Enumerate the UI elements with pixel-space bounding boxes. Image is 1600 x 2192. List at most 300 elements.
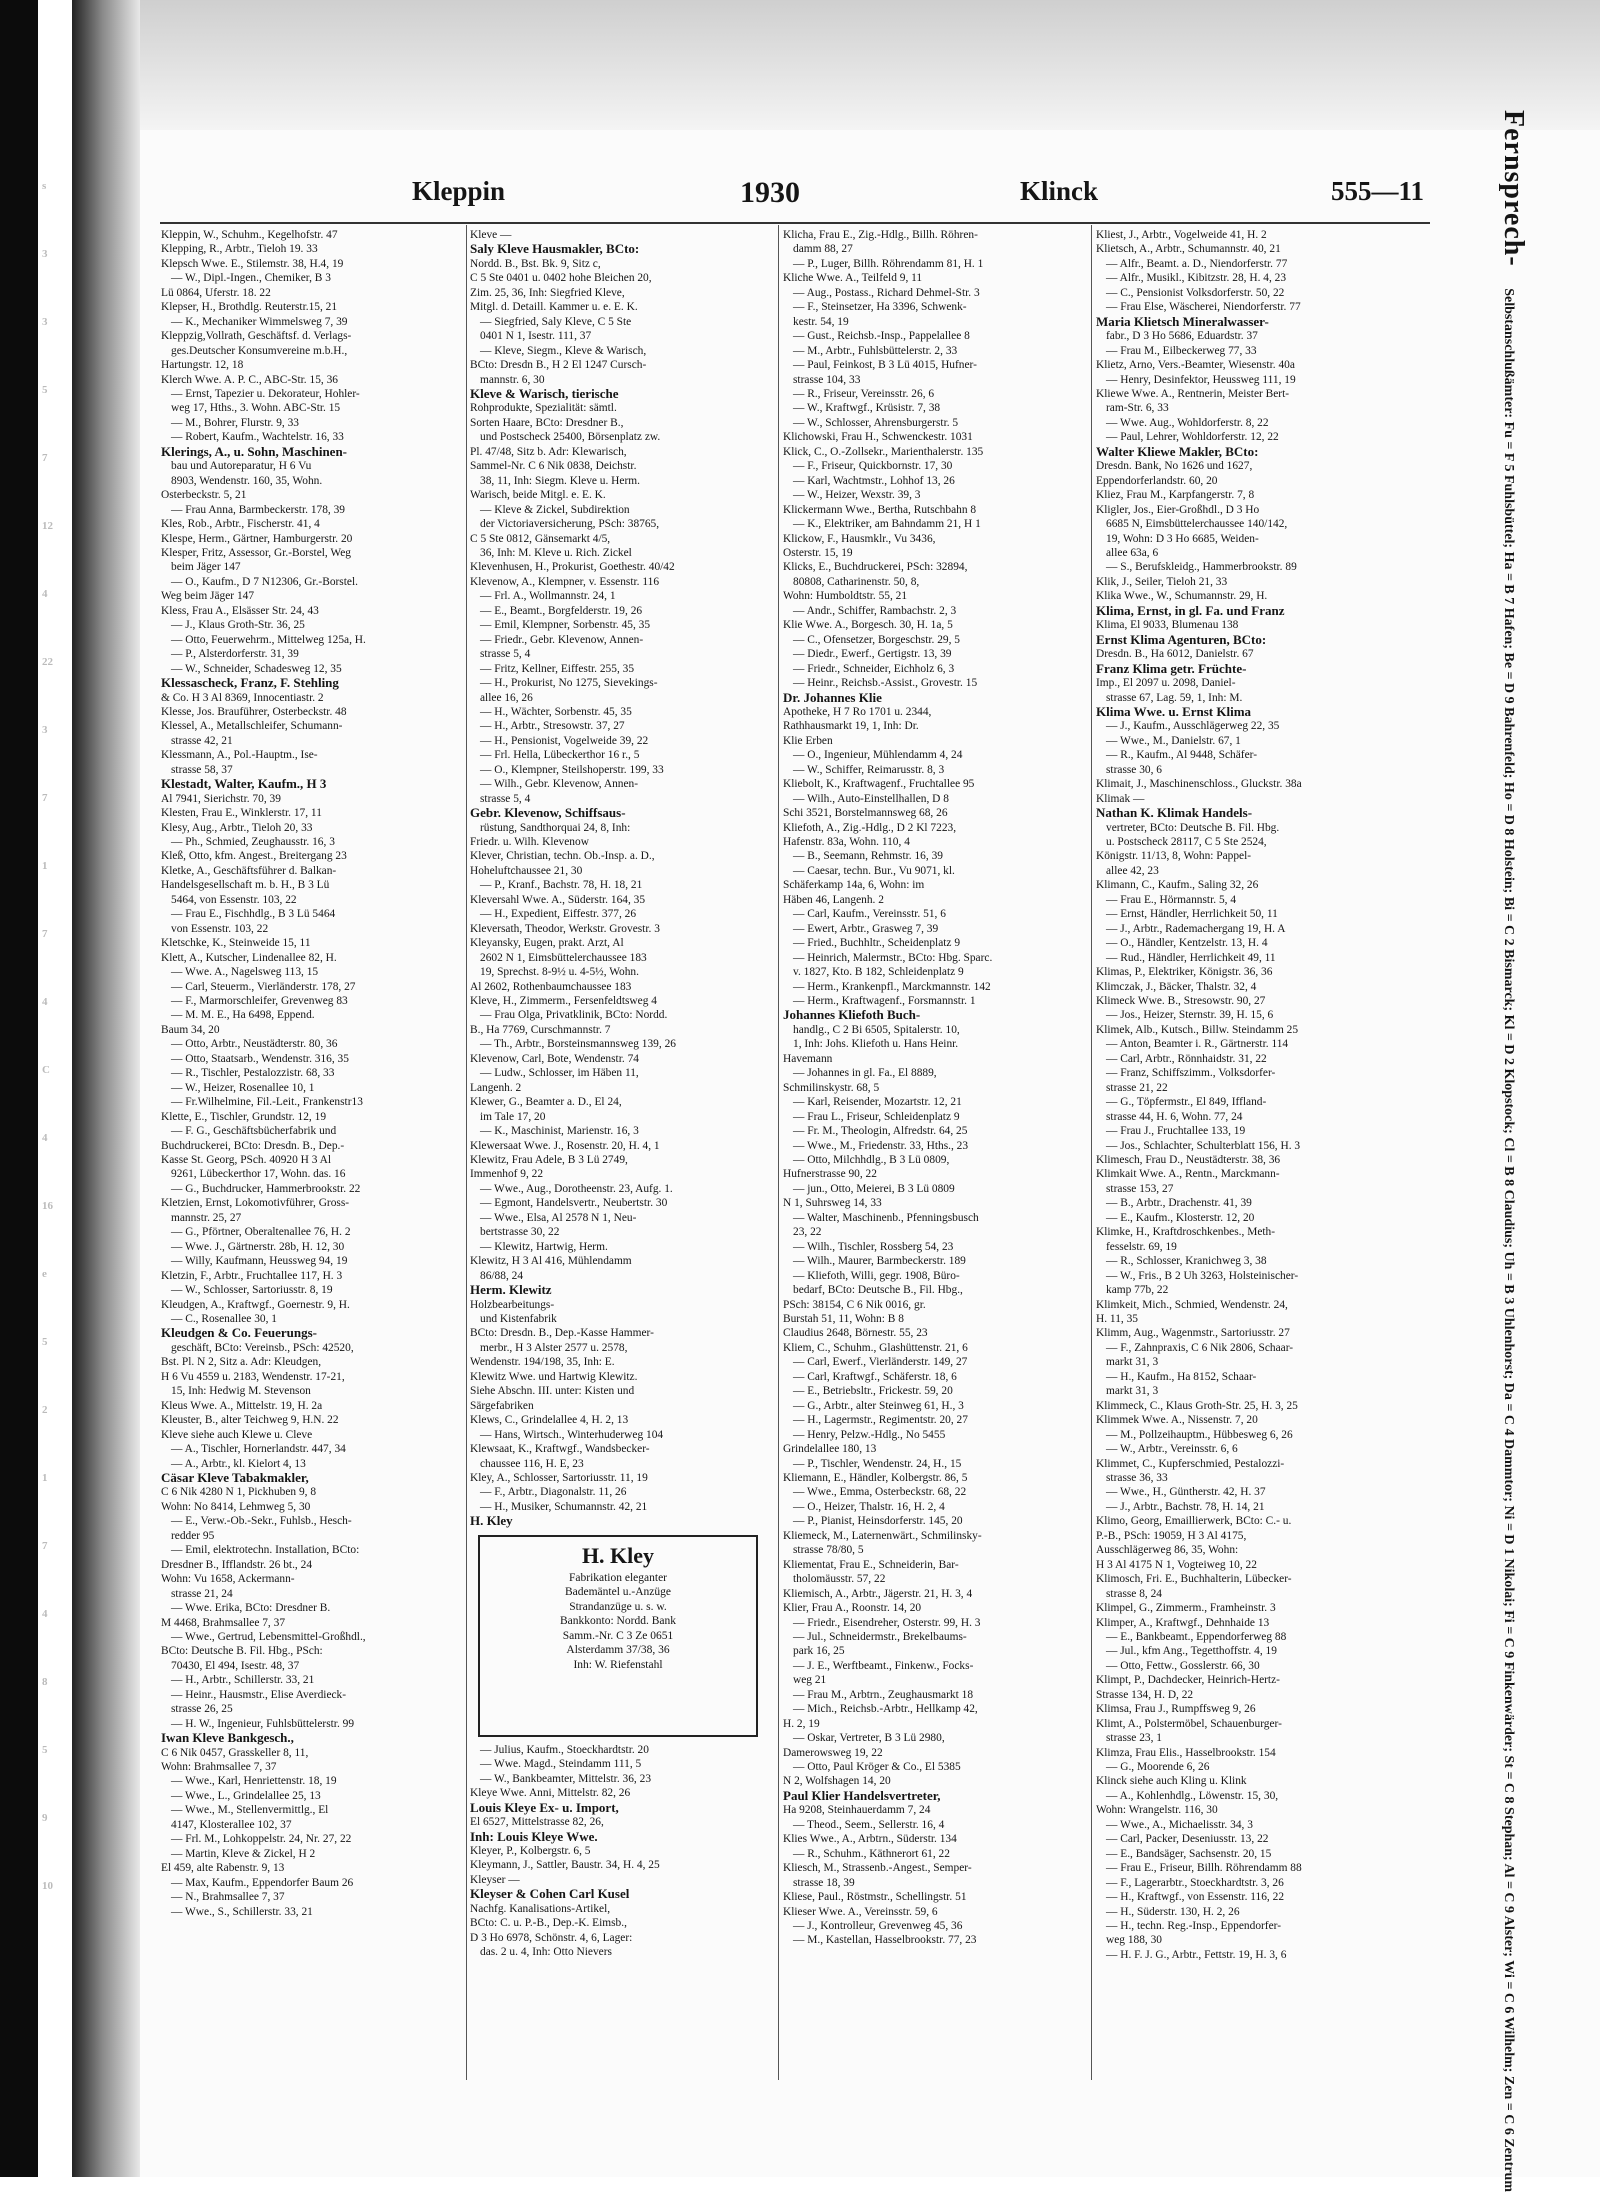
directory-entry: Klett, A., Kutscher, Lindenallee 82, H. [161,951,337,964]
directory-entry: — Theod., Seem., Sellerstr. 16, 4 [793,1818,945,1831]
directory-entry: — Diedr., Ewerf., Gertigstr. 13, 39 [793,648,952,661]
directory-entry: strasse 26, 25 [171,1703,233,1716]
directory-entry: Schi 3521, Borstelmannsweg 68, 26 [783,807,948,820]
directory-entry: — Otto, Staatsarb., Wendenstr. 316, 35 [171,1052,349,1065]
directory-entry: Klimpel, G., Zimmerm., Framheinstr. 3 [1096,1602,1276,1615]
directory-entry: — Paul, Feinkost, B 3 Lü 4015, Hufner- [793,359,977,372]
directory-entry: Handelsgesellschaft m. b. H., B 3 Lü [161,879,330,892]
directory-entry: Klichowski, Frau H., Schwenckestr. 1031 [783,431,973,444]
directory-entry: — W., Heizer, Rosenallee 10, 1 [171,1081,315,1094]
directory-entry: Kleppin, W., Schuhm., Kegelhofstr. 47 [161,229,338,241]
directory-entry: strasse 42, 21 [171,734,233,747]
header-year: 1930 [740,176,800,209]
directory-entry: Louis Kleye Ex- u. Import, [470,1800,619,1815]
directory-entry: Klimeck Wwe. B., Stresowstr. 90, 27 [1096,995,1266,1008]
directory-entry: & Co. H 3 Al 8369, Innocentiastr. 2 [161,691,324,704]
directory-entry: — P., Luger, Billh. Röhrendamm 81, H. 1 [793,257,984,270]
directory-entry: Kliebolt, K., Kraftwagenf., Fruchtallee 95 [783,778,975,791]
directory-entry: — Alfr., Musikl., Kibitzstr. 28, H. 4, 23 [1106,272,1287,285]
directory-entry: — E., Betriebsltr., Frickestr. 59, 20 [793,1385,953,1398]
directory-entry: — Wwe., S., Schillerstr. 33, 21 [171,1905,313,1918]
directory-entry: Kleye Wwe. Anni, Mittelstr. 82, 26 [470,1787,631,1800]
directory-entry: 38, 11, Inh: Siegm. Kleve u. Herm. [480,474,640,487]
directory-entry: Klimkeit, Mich., Schmied, Wendenstr. 24, [1096,1298,1288,1311]
directory-entry: — Otto, Paul Kröger & Co., El 5385 [793,1761,961,1774]
directory-entry: — W., Heizer, Wexstr. 39, 3 [793,489,921,502]
directory-entry: Klerch Wwe. A. P. C., ABC-Str. 15, 36 [161,373,338,386]
edge-fragment: 4 [42,1608,48,1620]
directory-entry: Klik, J., Seiler, Tieloh 21, 33 [1096,575,1228,588]
directory-entry: — P., Pianist, Heinsdorferstr. 145, 20 [793,1515,963,1528]
directory-entry: 5464, von Essenstr. 103, 22 [171,893,297,906]
directory-entry: — E., Beamt., Borgfelderstr. 19, 26 [480,604,643,617]
directory-entry: Kleyser & Cohen Carl Kusel [470,1887,630,1902]
edge-fragment: 7 [42,1540,48,1552]
directory-entry: — W., Kraftwgf., Krüsistr. 7, 38 [793,402,941,415]
directory-entry: — Carl, Packer, Deseniusstr. 13, 22 [1106,1833,1269,1846]
directory-entry: — Jos., Heizer, Sternstr. 39, H. 15, 6 [1106,1009,1274,1022]
directory-entry: Bst. Pl. N 2, Sitz a. Adr: Kleudgen, [161,1356,322,1369]
directory-entry: — Herm., Kraftwagenf., Forsmannstr. 1 [793,995,976,1008]
directory-entry: — E., Kaufm., Klosterstr. 12, 20 [1106,1211,1255,1224]
directory-entry: Ausschlägerweg 86, 35, Wohn: [1096,1544,1239,1557]
directory-entry: Cäsar Kleve Tabakmakler, [161,1470,309,1485]
page-header [412,176,1424,216]
directory-entry: — Henry, Pelzw.-Hdlg., No 5455 [793,1428,946,1441]
ad-line: Bankkonto: Nordd. Bank [560,1615,676,1628]
directory-entry: — Otto, Feuerwehrm., Mittelweg 125a, H. [171,633,366,646]
directory-entry: — Frl. Hella, Lübeckerthor 16 r., 5 [480,749,640,762]
directory-entry: BCto: Dresdn B., H 2 El 1247 Cursch- [470,359,647,372]
directory-entry: — J., Arbtr., Rademachergang 19, H. A [1106,922,1286,935]
directory-entry: — Frau Olga, Privatklinik, BCto: Nordd. [480,1009,668,1022]
directory-entry: — Alfr., Beamt. a. D., Niendorferstr. 77 [1106,257,1288,270]
directory-entry: Klessmann, A., Pol.-Hauptm., Ise- [161,749,318,762]
directory-entry: — Klewitz, Hartwig, Herm. [480,1240,608,1253]
directory-entry: — Franz, Schiffszimm., Volksdorfer- [1106,1067,1276,1080]
directory-entry: — G., Töpfermstr., El 849, Iffland- [1106,1096,1267,1109]
directory-entry: — M., Bohrer, Flurstr. 9, 33 [171,416,300,429]
directory-entry: Klewer, G., Beamter a. D., El 24, [470,1096,622,1109]
directory-entry: — Wwe., Karl, Henriettenstr. 18, 19 [171,1775,337,1788]
directory-entry: — Willy, Kaufmann, Heussweg 94, 19 [171,1255,348,1268]
directory-entry: park 16, 25 [793,1645,845,1658]
directory-entry: — Frau M., Eilbeckerweg 77, 33 [1106,344,1257,357]
directory-entry: — Ernst, Händler, Herrlichkeit 50, 11 [1106,908,1278,921]
directory-entry: Wohn: Vu 1658, Ackermann- [161,1573,295,1586]
directory-entry: — O., Ingenieur, Mühlendamm 4, 24 [793,749,963,762]
directory-entry: Klimkait Wwe. A., Rentn., Marckmann- [1096,1168,1280,1181]
directory-entry: — Carl, Steuerm., Vierländerstr. 178, 27 [171,980,356,993]
directory-entry: Weg beim Jäger 147 [161,590,255,603]
directory-entry: Klimait, J., Maschinenschloss., Gluckstr. 38a [1096,778,1302,791]
directory-entry: merbr., H 3 Alster 2577 u. 2578, [480,1341,628,1354]
edge-fragment: 1 [42,860,48,872]
directory-entry: Kless, Frau A., Elsässer Str. 24, 43 [161,604,319,617]
directory-entry: Kliez, Frau M., Karpfangerstr. 7, 8 [1096,489,1255,502]
directory-entry: strasse 8, 24 [1106,1587,1162,1600]
directory-entry: Maria Klietsch Mineralwasser- [1096,314,1269,329]
directory-entry: — S., Berufskleidg., Hammerbrookstr. 89 [1106,561,1297,574]
directory-entry: strasse 44, H. 6, Wohn. 77, 24 [1106,1110,1243,1123]
directory-entry: rüstung, Sandthorquai 24, 8, Inh: [480,821,631,834]
directory-entry: chaussee 116, H. E, 23 [480,1457,584,1470]
directory-entry: Klimann, C., Kaufm., Saling 32, 26 [1096,879,1259,892]
edge-fragment: 5 [42,1744,48,1756]
directory-entry: allee 16, 26 [480,691,533,704]
directory-entry: Kasse St. Georg, PSch. 40920 H 3 Al [161,1154,332,1166]
directory-entry: 2602 N 1, Eimsbüttelerchaussee 183 [480,951,647,964]
directory-entry: Klimmet, C., Kupferschmied, Pestalozzi- [1096,1457,1285,1470]
directory-entry: — C., Rosenallee 30, 1 [171,1312,277,1325]
directory-entry: — O., Heizer, Thalstr. 16, H. 2, 4 [793,1500,945,1513]
directory-entry: — Wwe., Elsa, Al 2578 N 1, Neu- [480,1211,637,1224]
directory-entry: Kligler, Jos., Eier-Großhdl., D 3 Ho [1096,503,1260,516]
directory-entry: Klickow, F., Hausmklr., Vu 3436, [783,532,936,545]
ad-line: Fabrikation eleganter [568,1571,668,1584]
directory-entry: Kliewe Wwe. A., Rentnerin, Meister Bert- [1096,387,1290,400]
directory-entry: bedarf, BCto: Deutsche B., Fil. Hbg., [793,1284,963,1297]
directory-entry: Kleversahl Wwe. A., Süderstr. 164, 35 [470,893,646,906]
directory-entry: Walter Kliewe Makler, BCto: [1096,444,1259,459]
directory-entry: Kliem, C., Schuhm., Glashüttenstr. 21, 6 [783,1341,968,1354]
directory-entry: — Carl, Arbtr., Rönnhaidstr. 31, 22 [1106,1052,1267,1065]
directory-entry: Burstah 51, 11, Wohn: B 8 [783,1312,904,1325]
directory-entry: Holzbearbeitungs- [470,1298,555,1311]
directory-entry: — Th., Arbtr., Borsteinsmannsweg 139, 26 [480,1038,676,1051]
directory-entry: Immenhof 9, 22 [470,1168,544,1181]
directory-entry: M 4468, Brahmsallee 7, 37 [161,1616,286,1629]
directory-entry: — M., Kastellan, Hasselbrookstr. 77, 23 [793,1934,977,1947]
directory-entry: Königstr. 11/13, 8, Wohn: Pappel- [1096,850,1252,863]
directory-entry: Klicha, Frau E., Zig.-Hdlg., Billh. Röhren- [783,229,978,241]
directory-entry: — Carl, Kraftwgf., Schäferstr. 18, 6 [793,1370,957,1383]
directory-entry: 70430, El 494, Isestr. 48, 37 [171,1659,300,1672]
directory-entry: Lü 0864, Uferstr. 18. 22 [161,286,271,299]
directory-entry: — Fr.Wilhelmine, Fil.-Leit., Frankenstr13 [171,1096,363,1109]
directory-entry: 19, Sprechst. 8-9½ u. 4-5½, Wohn. [480,966,639,979]
directory-entry: — W., Dipl.-Ingen., Chemiker, B 3 [171,272,331,285]
directory-entry: Langenh. 2 [470,1081,522,1094]
directory-entry: Klessascheck, Franz, F. Stehling [161,676,339,691]
directory-entry: — Otto, Fettw., Gosslerstr. 66, 30 [1106,1659,1260,1672]
directory-entry: Kles, Rob., Arbtr., Fischerstr. 41, 4 [161,518,320,531]
directory-entry: allee 63a, 6 [1106,546,1159,559]
directory-entry: mannstr. 6, 30 [480,373,545,386]
directory-entry: kestr. 54, 19 [793,315,849,328]
directory-entry: — H., Kaufm., Ha 8152, Schaar- [1106,1370,1257,1383]
directory-entry: — Jul., kfm Ang., Tegetthoffstr. 4, 19 [1106,1645,1277,1658]
scan-shadow [140,0,1600,130]
directory-entry: strasse 58, 37 [171,763,233,776]
directory-entry: — A., Tischler, Hornerlandstr. 447, 34 [171,1443,346,1456]
directory-entry: — Hans, Wirtsch., Winterhuderweg 104 [480,1428,664,1441]
telephone-exchange-legend [1408,100,1600,2192]
directory-entry: Klimesch, Frau D., Neustädterstr. 38, 36 [1096,1154,1281,1166]
directory-entry: weg 17, Hths., 3. Wohn. ABC-Str. 15 [171,402,341,415]
directory-entry: — Friedr., Schneider, Eichholz 6, 3 [793,662,955,675]
directory-entry: Klesper, Fritz, Assessor, Gr.-Borstel, Weg [161,546,351,559]
directory-entry: — F., Steinsetzer, Ha 3396, Schwenk- [793,301,967,314]
directory-entry: Klima Wwe. u. Ernst Klima [1096,704,1252,719]
directory-entry: — Wwe., L., Grindelallee 25, 13 [171,1789,321,1802]
directory-entry: — H., Musiker, Schumannstr. 42, 21 [480,1500,648,1513]
directory-entry: — F., Lagerarbtr., Stoeckhardtstr. 3, 26 [1106,1876,1284,1889]
directory-entry: Klepser, H., Brothdlg. Reuterstr.15, 21 [161,301,338,314]
directory-entry: Dresdn. B., Ha 6012, Danielstr. 67 [1096,648,1254,661]
directory-entry: Wohn: Humboldtstr. 55, 21 [783,590,908,603]
directory-entry: Franz Klima getr. Früchte- [1096,661,1247,676]
directory-entry: Klima, El 9033, Blumenau 138 [1096,619,1239,632]
directory-entry: — Paul, Lehrer, Wohldorferstr. 12, 22 [1106,431,1279,444]
directory-entry: — jun., Otto, Meierei, B 3 Lü 0809 [793,1182,955,1195]
directory-entry: Klews, C., Grindelallee 4, H. 2, 13 [470,1414,629,1427]
legend-subtitle: Selbstanschlußämter: [1501,288,1516,419]
directory-entry: — Friedr., Gebr. Klevenow, Annen- [480,633,644,646]
directory-entry: Kletke, A., Geschäftsführer d. Balkan- [161,864,337,877]
directory-entry: — P., Kranf., Bachstr. 78, H. 18, 21 [480,879,643,892]
directory-entry: Kletzien, Ernst, Lokomotivführer, Gross- [161,1197,350,1210]
directory-entry: BCto: Deutsche B. Fil. Hbg., PSch: [161,1645,323,1658]
directory-entry: 0401 N 1, Isestr. 111, 37 [480,330,592,343]
directory-entry: Klies Wwe., A., Arbtrn., Süderstr. 134 [783,1833,957,1846]
directory-entry: — Gust., Reichsb.-Insp., Pappelallee 8 [793,330,970,343]
directory-entry: Kleyer, P., Kolbergstr. 6, 5 [470,1844,591,1857]
directory-entry: Klevenow, Carl, Bote, Wendenstr. 74 [470,1052,639,1065]
directory-entry: weg 188, 30 [1106,1934,1162,1947]
directory-entry: Wendenstr. 194/198, 35, Inh: E. [470,1356,615,1369]
directory-entry: — Wwe. J., Gärtnerstr. 28b, H. 12, 30 [171,1240,345,1253]
edge-fragment: 3 [42,724,48,736]
directory-entry: — Mich., Reichsb.-Arbtr., Hellkamp 42, [793,1703,978,1716]
directory-entry: — Frau E., Friseur, Billh. Röhrendamm 88 [1106,1862,1302,1875]
directory-entry: — J. E., Werftbeamt., Finkenw., Focks- [793,1659,974,1672]
directory-entry: Dr. Johannes Klie [783,690,882,705]
directory-entry: — Frau E., Hörmannstr. 5, 4 [1106,893,1237,906]
directory-entry: — Frau L., Friseur, Schleidenplatz 9 [793,1110,960,1123]
directory-entry: im Tale 17, 20 [480,1110,546,1123]
edge-fragment: 7 [42,452,48,464]
directory-entry: Klewitz Wwe. und Hartwig Klewitz. [470,1370,638,1383]
directory-entry: Klietsch, A., Arbtr., Schumannstr. 40, 21 [1096,243,1281,256]
directory-entry: bertstrasse 30, 22 [480,1226,560,1239]
ad-title: H. Kley [581,1542,655,1568]
directory-entry: Klietz, Arno, Vers.-Beamter, Wiesenstr. 40a [1096,359,1295,372]
directory-entry: — W., Bankbeamter, Mittelstr. 36, 23 [480,1772,652,1785]
directory-entry: — Wwe., M., Friedenstr. 33, Hths., 23 [793,1139,969,1152]
directory-entry: Kliemann, E., Händler, Kolbergstr. 86, 5 [783,1471,968,1484]
edge-fragment: 4 [42,996,48,1008]
directory-entry: strasse 18, 39 [793,1876,855,1889]
directory-entry: Klepping, R., Arbtr., Tieloh 19. 33 [161,243,318,256]
directory-entry: — W., Arbtr., Vereinsstr. 6, 6 [1106,1443,1238,1456]
directory-entry: — F., Friseur, Quickbornstr. 17, 30 [793,460,953,473]
directory-entry: C 5 Ste 0401 u. 0402 hohe Bleichen 20, [470,272,652,285]
directory-entry: Kleudgen & Co. Feuerungs- [161,1326,317,1341]
directory-entry: Gebr. Klevenow, Schiffsaus- [470,806,626,821]
directory-entry: — E., Verw.-Ob.-Sekr., Fuhlsb., Hesch- [171,1515,352,1528]
directory-entry: — Wwe., A., Michaelisstr. 34, 3 [1106,1818,1253,1831]
directory-entry: — Heinrich, Malermstr., BCto: Hbg. Sparc. [793,951,993,964]
directory-entry: Inh: Louis Kleye Wwe. [470,1829,598,1844]
directory-entry: — E., Bandsäger, Sachsenstr. 20, 15 [1106,1847,1272,1860]
directory-entry: — Wilh., Auto-Einstellhallen, D 8 [793,792,949,805]
directory-entry: — R., Tischler, Pestalozzistr. 68, 33 [171,1067,335,1080]
directory-entry: Klie Erben [783,734,833,747]
directory-entry: Kleyser — [470,1873,520,1886]
directory-entry: strasse 153, 27 [1106,1182,1174,1195]
directory-entry: — H., Kraftwgf., von Essenstr. 116, 22 [1106,1891,1285,1904]
directory-entry: und Kistenfabrik [480,1312,557,1325]
directory-entry: — J., Arbtr., Bachstr. 78, H. 14, 21 [1106,1500,1265,1513]
directory-entry: — Wwe., Emma, Osterbeckstr. 68, 22 [793,1486,967,1499]
directory-entry: — Karl, Wachtmstr., Lohhof 13, 26 [793,474,955,487]
directory-entry: 23, 22 [793,1226,822,1239]
directory-entry: allee 42, 23 [1106,864,1159,877]
directory-entry: H 3 Al 4175 N 1, Vogteiweg 10, 22 [1096,1558,1257,1571]
ad-line: Alsterdamm 37/38, 36 [566,1644,670,1657]
directory-entry: Zim. 25, 36, Inh: Siegfried Kleve, [470,286,625,299]
directory-entry: Iwan Kleve Bankgesch., [161,1731,294,1746]
directory-entry: Sammel-Nr. C 6 Nik 0838, Deichstr. [470,460,637,473]
directory-entry: D 3 Ho 6978, Schönstr. 4, 6, Lager: [470,1931,633,1944]
directory-entry: strasse 30, 6 [1106,763,1162,776]
directory-entry: Klimsa, Frau J., Rumpffsweg 9, 26 [1096,1703,1256,1716]
directory-entry: — Frau J., Fruchtallee 133, 19 [1106,1125,1246,1138]
directory-entry: Klever, Christian, techn. Ob.-Insp. a. D., [470,850,655,863]
directory-entry: — H. W., Ingenieur, Fuhlsbüttelerstr. 99 [171,1717,355,1730]
directory-entry: BCto: C. u. P.-B., Dep.-K. Eimsb., [470,1917,627,1930]
directory-entry: — Ph., Schmied, Zeughausstr. 16, 3 [171,836,335,849]
directory-entry: Dresdn. Bank, No 1626 und 1627, [1096,460,1253,473]
dark-scan-edge [0,0,38,2177]
directory-entry: Al 2602, Rothenbaumchaussee 183 [470,980,632,993]
directory-entry: Klette, E., Tischler, Grundstr. 12, 19 [161,1110,327,1123]
directory-entry: El 6527, Mittelstrasse 82, 26, [470,1816,604,1829]
directory-entry: Kliemeck, M., Laternenwärt., Schmilinsky- [783,1529,982,1542]
directory-entry: — Frl. M., Lohkoppelstr. 24, Nr. 27, 22 [171,1833,352,1846]
directory-entry: Klick, C., O.-Zollsekr., Marienthalerstr. 135 [783,445,984,458]
directory-entry: — Herm., Krankenpfl., Marckmannstr. 142 [793,980,991,993]
directory-entry: Klevenow, A., Klempner, v. Essenstr. 116 [470,575,660,588]
directory-entry: Kleudgen, A., Kraftwgf., Goernestr. 9, H. [161,1298,350,1311]
directory-entry: Claudius 2648, Börnestr. 55, 23 [783,1327,928,1340]
directory-entry: Klewsaat, K., Kraftwgf., Wandsbecker- [470,1443,650,1456]
directory-entry: — Wwe., Gertrud, Lebensmittel-Großhdl., [171,1630,366,1643]
directory-entry: u. Postscheck 28117, C 5 Ste 2524, [1106,836,1267,849]
column-divider [466,225,467,2080]
directory-entry: — K., Elektriker, am Bahndamm 21, H 1 [793,518,981,531]
directory-entry: P.-B., PSch: 19059, H 3 Al 4175, [1096,1529,1247,1542]
directory-entry: 1, Inh: Johs. Kliefoth u. Hans Heinr. [793,1038,959,1051]
directory-entry: — H. F. J. G., Arbtr., Fettstr. 19, H. 3, 6 [1106,1948,1287,1961]
directory-entry: — H., Expedient, Eiffestr. 377, 26 [480,908,637,921]
directory-entry: 36, Inh: M. Kleve u. Rich. Zickel [480,546,632,559]
directory-entry: — Carl, Kaufm., Vereinsstr. 51, 6 [793,908,946,921]
directory-entry: Klewersaat Wwe. J., Rosenstr. 20, H. 4, 1 [470,1139,660,1152]
directory-column-2 [470,228,770,2073]
directory-entry: Klevenhusen, H., Prokurist, Goethestr. 40/42 [470,561,675,574]
directory-entry: Grindelallee 180, 13 [783,1443,877,1456]
directory-entry: — Aug., Postass., Richard Dehmel-Str. 3 [793,286,980,299]
directory-column-3 [783,228,1083,2073]
legend-title: Fernsprech- [1498,110,1529,267]
directory-entry: Klesse, Jos. Brauführer, Osterbeckstr. 48 [161,705,347,718]
directory-entry: Klima, Ernst, in gl. Fa. und Franz [1096,603,1285,618]
directory-entry: Klepsch Wwe. E., Stilemstr. 38, H.4, 19 [161,257,344,270]
directory-entry: — Henry, Desinfektor, Heussweg 111, 19 [1106,373,1296,386]
directory-entry: Klier, Frau A., Roonstr. 14, 20 [783,1602,922,1615]
directory-entry: — J., Kaufm., Ausschlägerweg 22, 35 [1106,720,1280,733]
directory-entry: Klieser Wwe. A., Vereinsstr. 59, 6 [783,1905,938,1918]
directory-entry: — G., Pförtner, Oberaltenallee 76, H. 2 [171,1226,351,1239]
directory-entry: Kliche Wwe. A., Teilfeld 9, 11 [783,272,923,285]
edge-fragment: 7 [42,928,48,940]
directory-entry: Klespe, Herm., Gärtner, Hamburgerstr. 20 [161,532,353,545]
directory-entry: Häben 46, Langenh. 2 [783,893,884,906]
directory-entry: 80808, Catharinenstr. 50, 8, [793,575,920,588]
directory-entry: H. 2, 19 [783,1717,820,1730]
directory-entry: — B., Arbtr., Drachenstr. 41, 39 [1106,1197,1252,1210]
directory-entry: Damerowsweg 19, 22 [783,1746,883,1759]
directory-entry: — Julius, Kaufm., Stoeckhardtstr. 20 [480,1743,649,1756]
directory-entry: bau und Autoreparatur, H 6 Vu [171,460,312,473]
ad-line: Bademäntel u.-Anzüge [564,1586,671,1599]
directory-entry: Klimosch, Fri. E., Buchhalterin, Lübecker- [1096,1573,1292,1586]
directory-entry: Ha 9208, Steinhauerdamm 7, 24 [783,1804,931,1817]
directory-entry: Klimak — [1096,792,1145,805]
ad-line: Strandanzüge u. s. w. [569,1600,667,1613]
header-first-name: Kleppin [412,176,506,206]
directory-entry: — A., Kohlenhdlg., Löwenstr. 15, 30, [1106,1789,1279,1802]
directory-entry: — Kleve, Siegm., Kleve & Warisch, [480,344,647,357]
directory-entry: strasse 36, 33 [1106,1471,1168,1484]
directory-entry: — Robert, Kaufm., Wachtelstr. 16, 33 [171,431,344,444]
directory-entry: Warisch, beide Mitgl. e. E. K. [470,489,606,502]
directory-entry: — H., Pensionist, Vogelweide 39, 22 [480,734,649,747]
directory-entry: — Max, Kaufm., Eppendorfer Baum 26 [171,1876,354,1889]
directory-entry: Rathhausmarkt 19, 1, Inh: Dr. [783,720,919,733]
directory-entry: Kliese, Paul., Röstmstr., Schellingstr. 51 [783,1891,967,1904]
directory-entry: — Caesar, techn. Bur., Vu 9071, kl. [793,864,955,877]
edge-fragment: e [42,1268,47,1280]
directory-entry: Klewitz, H 3 Al 416, Mühlendamm [470,1255,632,1268]
directory-entry: Kliemisch, A., Arbtr., Jägerstr. 21, H. 3, 4 [783,1587,973,1600]
edge-fragment: 3 [42,316,48,328]
header-page-number: 555—11 [1330,176,1424,206]
directory-entry: Kliest, J., Arbtr., Vogelweide 41, H. 2 [1096,229,1267,241]
directory-entry: — Ewert, Arbtr., Grasweg 7, 39 [793,922,939,935]
directory-entry: — Carl, Ewerf., Vierländerstr. 149, 27 [793,1356,968,1369]
directory-entry: Mitgl. d. Detaill. Kammer u. e. E. K. [470,301,638,314]
directory-entry: Särgefabriken [470,1399,534,1412]
directory-entry: Klesy, Aug., Arbtr., Tieloh 20, 33 [161,821,313,834]
directory-entry: — Frl. A., Wollmannstr. 24, 1 [480,590,616,603]
directory-entry: Klimt, A., Polstermöbel, Schauenburger- [1096,1717,1282,1730]
directory-entry: — Walter, Maschinenb., Pfenningsbusch [793,1211,979,1224]
directory-entry: Eppendorferlandstr. 60, 20 [1096,474,1218,487]
edge-fragment: 5 [42,1336,48,1348]
directory-entry: geschäft, BCto: Vereinsb., PSch: 42520, [171,1341,354,1354]
legend-exchanges: Fu = F 5 Fuhlsbüttel; Ha = B 7 Hafen; Be = D 9 Bahrenfeld; Ho = D 8 Holstein; Bi = C 2 Bismarck; Kl = D 2 Klopstock; Cl = B 8 Claudius; Uh = B 3 Uhlenhorst; Da = C 4 Dammtor; Ni = D 1 Nikolai; Fi = C 9 Finkenwärder; St = C 8 Stephan; Al = C 9 Alster; Wi = C 6 Wilhelm; Zen = C 6 Zentrum [1501,421,1516,2192]
directory-entry: Kliesch, M., Strassenb.-Angest., Semper- [783,1862,972,1875]
directory-entry: — Frau Anna, Barmbeckerstr. 178, 39 [171,503,345,516]
directory-entry: Wohn: No 8414, Lehmweg 5, 30 [161,1500,311,1513]
directory-entry: — H., techn. Reg.-Insp., Eppendorfer- [1106,1920,1282,1933]
directory-entry: — Rud., Händler, Herrlichkeit 49, 11 [1106,951,1276,964]
directory-entry: weg 21 [793,1674,827,1687]
kley-advertisement [478,1535,758,1737]
